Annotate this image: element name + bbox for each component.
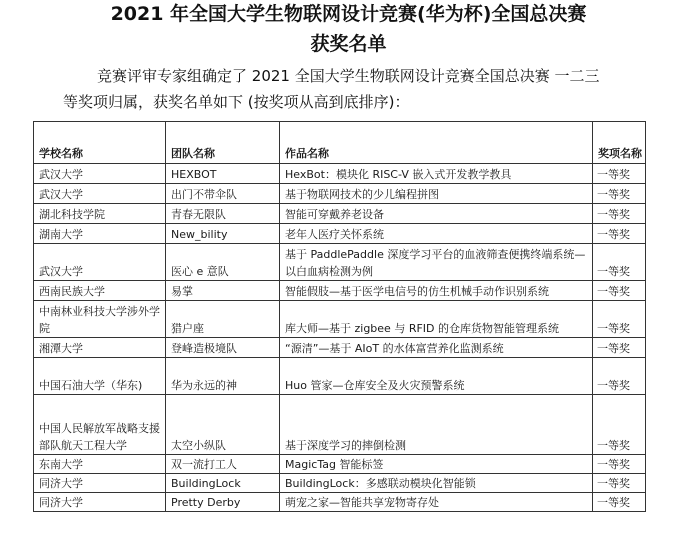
cell-team: BuildingLock [166,474,280,493]
header-team: 团队名称 [166,122,280,164]
table-header-row [34,122,646,164]
table-row [34,184,646,204]
cell-work: 基于物联网技术的少儿编程拼图 [280,184,593,204]
cell-school: 武汉大学 [34,244,166,281]
cell-award: 一等奖 [593,281,646,301]
cell-award: 一等奖 [593,224,646,244]
cell-team: 猎户座 [166,301,280,338]
cell-award: 一等奖 [593,395,646,455]
cell-team: 出门不带伞队 [166,184,280,204]
cell-work: BuildingLock：多感联动模块化智能锁 [280,474,593,493]
award-table [33,121,646,512]
cell-award: 一等奖 [593,358,646,395]
cell-school: 湖北科技学院 [34,204,166,224]
table-row [34,281,646,301]
cell-award: 一等奖 [593,474,646,493]
table-row [34,204,646,224]
cell-award: 一等奖 [593,338,646,358]
cell-team: 华为永远的神 [166,358,280,395]
header-school: 学校名称 [34,122,166,164]
table-row [34,244,646,281]
cell-school: 湘潭大学 [34,338,166,358]
table-row [34,338,646,358]
intro-paragraph-line-1: 竞赛评审专家组确定了 2021 全国大学生物联网设计竞赛全国总决赛 一二三 [97,67,600,85]
cell-work: 智能假肢—基于医学电信号的仿生机械手动作识别系统 [280,281,593,301]
cell-work: 库大师—基于 zigbee 与 RFID 的仓库货物智能管理系统 [280,301,593,338]
cell-team: 青春无限队 [166,204,280,224]
cell-school: 东南大学 [34,455,166,474]
cell-school: 武汉大学 [34,164,166,184]
cell-work: 老年人医疗关怀系统 [280,224,593,244]
cell-award: 一等奖 [593,204,646,224]
cell-school: 西南民族大学 [34,281,166,301]
cell-award: 一等奖 [593,301,646,338]
table-row [34,493,646,512]
cell-work: 基于深度学习的摔倒检测 [280,395,593,455]
cell-work: 智能可穿戴养老设备 [280,204,593,224]
cell-work: 基于 PaddlePaddle 深度学习平台的血液筛查便携终端系统—以白血病检测为例 [280,244,593,281]
cell-work: 萌宠之家—智能共享宠物寄存处 [280,493,593,512]
cell-school: 武汉大学 [34,184,166,204]
document-title: 2021 年全国大学生物联网设计竞赛(华为杯)全国总决赛 [110,3,587,25]
cell-school: 湖南大学 [34,224,166,244]
cell-award: 一等奖 [593,493,646,512]
cell-award: 一等奖 [593,455,646,474]
table-row [34,224,646,244]
intro-paragraph-line-2: 等奖项归属，获奖名单如下 (按奖项从高到底排序)： [63,93,410,111]
document-subtitle: 获奖名单 [310,33,387,55]
cell-award: 一等奖 [593,184,646,204]
table-row [34,164,646,184]
table-row [34,455,646,474]
table-row [34,395,646,455]
cell-work: MagicTag 智能标签 [280,455,593,474]
header-award: 奖项名称 [593,122,646,164]
cell-work: Huo 管家—仓库安全及火灾预警系统 [280,358,593,395]
cell-team: 易掌 [166,281,280,301]
cell-team: HEXBOT [166,164,280,184]
cell-work: “源清”—基于 AIoT 的水体富营养化监测系统 [280,338,593,358]
table-row [34,358,646,395]
cell-team: 太空小纵队 [166,395,280,455]
cell-team: Pretty Derby [166,493,280,512]
header-work: 作品名称 [280,122,593,164]
table-row [34,301,646,338]
cell-team: 医心 e 意队 [166,244,280,281]
cell-school: 同济大学 [34,474,166,493]
cell-team: 登峰造极境队 [166,338,280,358]
table-row [34,474,646,493]
cell-school: 同济大学 [34,493,166,512]
cell-team: New_bility [166,224,280,244]
cell-team: 双一流打工人 [166,455,280,474]
cell-school: 中国石油大学（华东) [34,358,166,395]
cell-school: 中国人民解放军战略支援部队航天工程大学 [34,395,166,455]
cell-award: 一等奖 [593,164,646,184]
cell-work: HexBot：模块化 RISC-V 嵌入式开发教学教具 [280,164,593,184]
cell-award: 一等奖 [593,244,646,281]
cell-school: 中南林业科技大学涉外学院 [34,301,166,338]
